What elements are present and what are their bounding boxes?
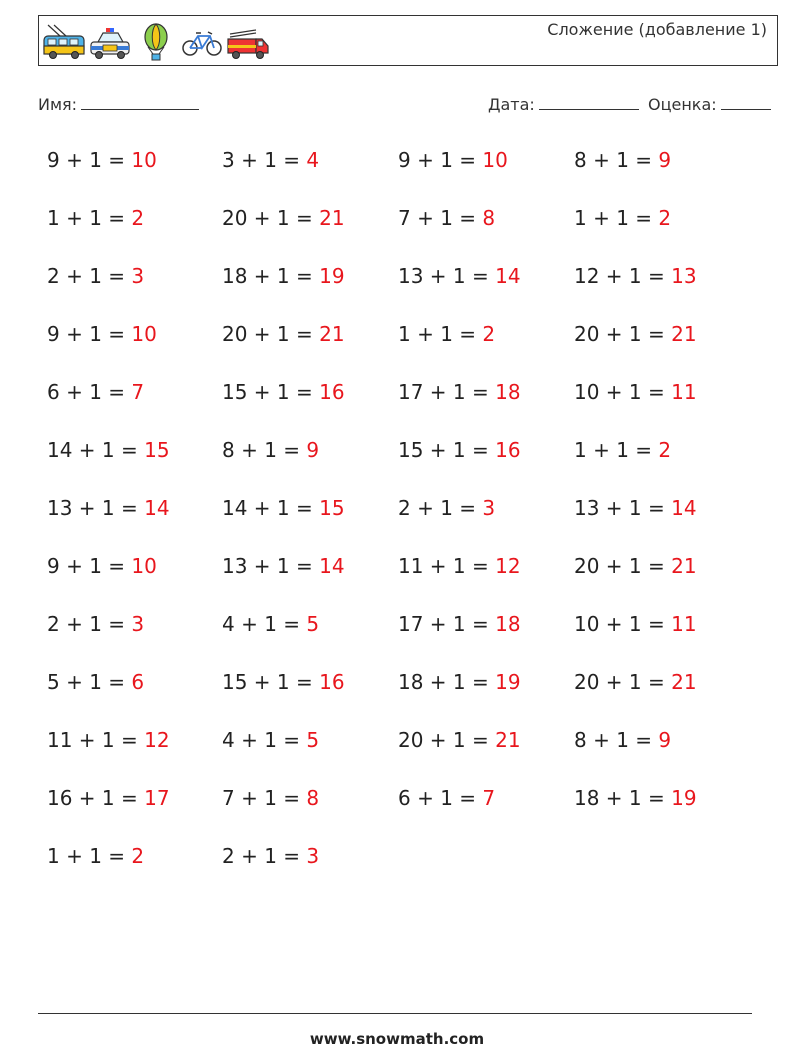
date-label: Дата: [488, 95, 535, 114]
problem-question: 10 + 1 = [574, 612, 672, 636]
problem-item [222, 438, 319, 462]
problem-question: 18 + 1 = [222, 264, 320, 288]
problem-answer: 3 [131, 612, 145, 636]
problem-item [574, 438, 671, 462]
problem-question: 20 + 1 = [574, 322, 672, 346]
footer-divider [38, 1013, 752, 1014]
problem-question: 9 + 1 = [47, 148, 132, 172]
worksheet-header [38, 15, 778, 66]
problem-item [574, 496, 697, 520]
problem-question: 9 + 1 = [47, 554, 132, 578]
problem-answer: 10 [482, 148, 508, 172]
problem-question: 20 + 1 = [222, 206, 320, 230]
problem-answer: 21 [671, 554, 697, 578]
problem-item [574, 554, 697, 578]
problem-item [47, 264, 144, 288]
problem-question: 20 + 1 = [222, 322, 320, 346]
worksheet-title: Сложение (добавление 1) [547, 20, 767, 39]
problem-answer: 2 [131, 206, 145, 230]
problem-question: 2 + 1 = [47, 264, 132, 288]
problem-item [398, 612, 521, 636]
problem-question: 7 + 1 = [398, 206, 483, 230]
problem-item [398, 670, 521, 694]
problem-answer: 13 [671, 264, 697, 288]
problem-item [398, 438, 521, 462]
problem-question: 7 + 1 = [222, 786, 307, 810]
fire-truck-icon [226, 22, 270, 62]
problem-item [47, 612, 144, 636]
problem-question: 8 + 1 = [574, 148, 659, 172]
problem-item [47, 670, 144, 694]
date-field[interactable] [488, 94, 639, 114]
problem-answer: 21 [495, 728, 521, 752]
problem-item [574, 612, 697, 636]
problem-question: 20 + 1 = [398, 728, 496, 752]
problem-question: 11 + 1 = [47, 728, 145, 752]
problem-answer: 6 [131, 670, 145, 694]
problem-answer: 18 [495, 612, 521, 636]
problem-item [47, 786, 170, 810]
name-field[interactable] [38, 94, 199, 114]
problem-item [398, 380, 521, 404]
problem-answer: 5 [306, 612, 320, 636]
problem-answer: 2 [482, 322, 496, 346]
problem-question: 11 + 1 = [398, 554, 496, 578]
problem-answer: 14 [495, 264, 521, 288]
problem-question: 15 + 1 = [398, 438, 496, 462]
problem-question: 5 + 1 = [47, 670, 132, 694]
problem-item [574, 380, 697, 404]
problem-answer: 9 [658, 148, 672, 172]
problem-item [222, 380, 345, 404]
problem-item [574, 728, 671, 752]
problem-item [222, 206, 345, 230]
problem-item [398, 496, 495, 520]
problem-question: 4 + 1 = [222, 728, 307, 752]
problem-item [398, 322, 495, 346]
problem-answer: 19 [495, 670, 521, 694]
name-label: Имя: [38, 95, 78, 114]
problem-answer: 21 [319, 322, 345, 346]
problem-answer: 19 [671, 786, 697, 810]
problem-question: 6 + 1 = [398, 786, 483, 810]
grade-label: Оценка: [648, 95, 717, 114]
problem-item [47, 844, 144, 868]
problem-question: 13 + 1 = [47, 496, 145, 520]
problem-answer: 10 [131, 148, 157, 172]
problem-answer: 8 [482, 206, 496, 230]
problem-question: 2 + 1 = [222, 844, 307, 868]
problem-item [47, 438, 170, 462]
problem-question: 10 + 1 = [574, 380, 672, 404]
problem-question: 13 + 1 = [398, 264, 496, 288]
problem-item [574, 670, 697, 694]
problem-answer: 4 [306, 148, 320, 172]
problem-answer: 3 [306, 844, 320, 868]
problem-answer: 3 [482, 496, 496, 520]
problem-question: 17 + 1 = [398, 380, 496, 404]
problem-question: 1 + 1 = [574, 206, 659, 230]
problem-item [574, 786, 697, 810]
bicycle-icon [180, 22, 224, 62]
problem-answer: 19 [319, 264, 345, 288]
problem-answer: 12 [495, 554, 521, 578]
problem-question: 15 + 1 = [222, 380, 320, 404]
problem-question: 1 + 1 = [574, 438, 659, 462]
problem-item [222, 322, 345, 346]
problem-answer: 14 [144, 496, 170, 520]
problem-question: 16 + 1 = [47, 786, 145, 810]
problem-item [47, 496, 170, 520]
problem-answer: 18 [495, 380, 521, 404]
problem-item [222, 148, 319, 172]
problem-answer: 5 [306, 728, 320, 752]
problem-answer: 15 [319, 496, 345, 520]
problem-answer: 2 [658, 438, 672, 462]
problem-question: 9 + 1 = [398, 148, 483, 172]
problem-question: 20 + 1 = [574, 670, 672, 694]
problem-item [398, 554, 521, 578]
problem-question: 8 + 1 = [222, 438, 307, 462]
hot-air-balloon-icon [134, 22, 178, 62]
grade-field[interactable] [648, 94, 771, 114]
problem-item [222, 844, 319, 868]
problem-answer: 9 [306, 438, 320, 462]
problem-item [574, 264, 697, 288]
problem-item [398, 728, 521, 752]
problem-answer: 9 [658, 728, 672, 752]
problem-question: 18 + 1 = [398, 670, 496, 694]
problem-item [222, 670, 345, 694]
problem-answer: 2 [658, 206, 672, 230]
problem-question: 2 + 1 = [398, 496, 483, 520]
problem-answer: 17 [144, 786, 170, 810]
problem-answer: 16 [495, 438, 521, 462]
problem-question: 9 + 1 = [47, 322, 132, 346]
problem-question: 18 + 1 = [574, 786, 672, 810]
footer-website: www.snowmath.com [309, 1030, 485, 1048]
police-car-icon [88, 22, 132, 62]
problem-answer: 12 [144, 728, 170, 752]
trolleybus-icon [42, 22, 86, 62]
problem-question: 2 + 1 = [47, 612, 132, 636]
problem-answer: 7 [131, 380, 145, 404]
problem-item [222, 612, 319, 636]
problem-answer: 14 [319, 554, 345, 578]
problem-item [222, 728, 319, 752]
problem-item [222, 786, 319, 810]
problem-answer: 21 [319, 206, 345, 230]
problem-question: 12 + 1 = [574, 264, 672, 288]
problem-answer: 15 [144, 438, 170, 462]
date-blank-line[interactable] [539, 94, 639, 110]
name-blank-line[interactable] [81, 94, 199, 110]
problem-question: 20 + 1 = [574, 554, 672, 578]
problem-item [574, 322, 697, 346]
problem-item [47, 206, 144, 230]
problem-item [47, 148, 157, 172]
problem-answer: 2 [131, 844, 145, 868]
problem-answer: 16 [319, 380, 345, 404]
problem-item [222, 496, 345, 520]
problem-question: 1 + 1 = [398, 322, 483, 346]
problem-answer: 10 [131, 554, 157, 578]
problem-answer: 14 [671, 496, 697, 520]
problem-answer: 8 [306, 786, 320, 810]
problem-answer: 16 [319, 670, 345, 694]
problem-answer: 11 [671, 380, 697, 404]
problem-item [398, 206, 495, 230]
problem-question: 13 + 1 = [222, 554, 320, 578]
problem-answer: 7 [482, 786, 496, 810]
problem-question: 8 + 1 = [574, 728, 659, 752]
problem-question: 13 + 1 = [574, 496, 672, 520]
problem-question: 3 + 1 = [222, 148, 307, 172]
problem-item [222, 554, 345, 578]
problem-question: 1 + 1 = [47, 844, 132, 868]
problem-item [47, 380, 144, 404]
problem-item [398, 264, 521, 288]
problem-answer: 21 [671, 670, 697, 694]
problem-question: 6 + 1 = [47, 380, 132, 404]
problem-question: 4 + 1 = [222, 612, 307, 636]
problem-item [222, 264, 345, 288]
problem-question: 15 + 1 = [222, 670, 320, 694]
problem-question: 14 + 1 = [222, 496, 320, 520]
problem-item [47, 322, 157, 346]
problem-item [47, 728, 170, 752]
grade-blank-line[interactable] [721, 94, 771, 110]
problem-answer: 3 [131, 264, 145, 288]
problem-question: 17 + 1 = [398, 612, 496, 636]
problem-item [398, 786, 495, 810]
problem-item [574, 148, 671, 172]
problem-answer: 11 [671, 612, 697, 636]
problem-answer: 21 [671, 322, 697, 346]
problem-question: 1 + 1 = [47, 206, 132, 230]
header-icons [42, 22, 270, 62]
problem-answer: 10 [131, 322, 157, 346]
problem-item [47, 554, 157, 578]
problem-question: 14 + 1 = [47, 438, 145, 462]
problem-item [574, 206, 671, 230]
problem-item [398, 148, 508, 172]
